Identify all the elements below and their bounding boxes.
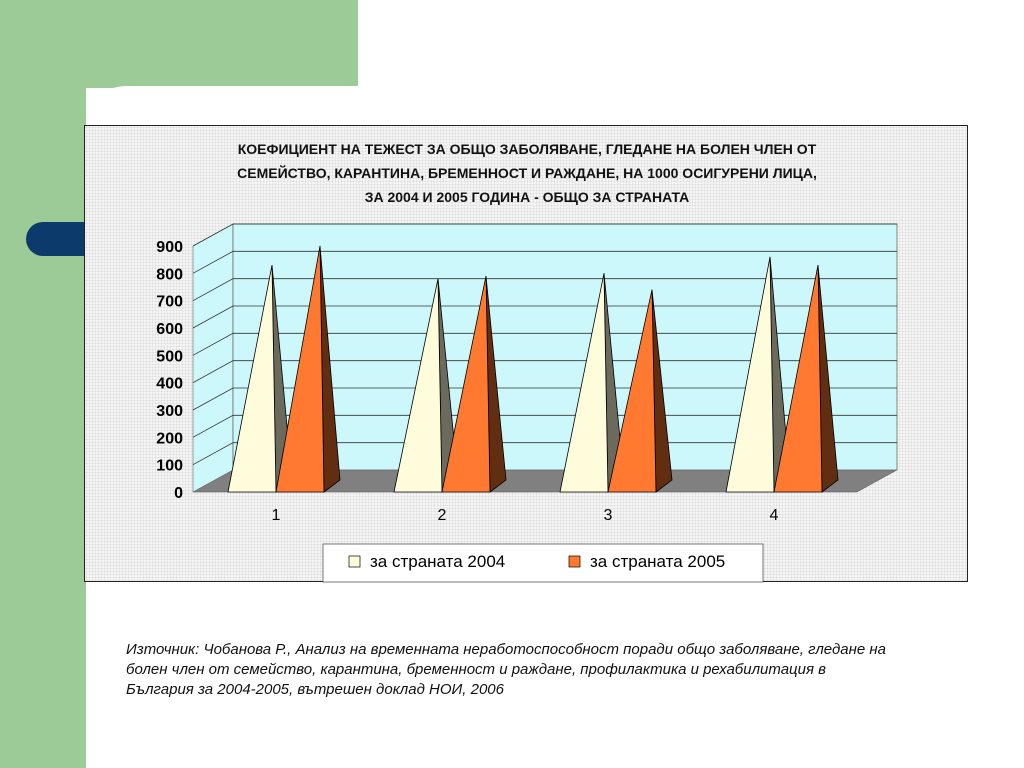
x-category-label: 1: [271, 507, 281, 524]
y-tick-label: 100: [156, 457, 183, 475]
legend-label: за страната 2005: [590, 552, 726, 571]
y-tick-label: 500: [156, 348, 183, 366]
y-tick-label: 300: [156, 403, 183, 420]
x-category-label: 3: [603, 507, 613, 524]
decorative-navy-tab: [26, 222, 86, 256]
chart-container: [84, 125, 968, 582]
chart-title-line-3: ЗА 2004 И 2005 ГОДИНА - ОБЩО ЗА СТРАНАТА: [364, 189, 690, 205]
chart-title-line-1: КОЕФИЦИЕНТ НА ТЕЖЕСТ ЗА ОБЩО ЗАБОЛЯВАНЕ, ГЛЕДАНЕ НА БОЛЕН ЧЛЕН ОТ: [237, 141, 817, 157]
source-note: Източник: Чобанова Р., Анализ на временната неработоспособност поради общо заболяване, гледане на болен член от семейство, карантина, бременност и раждане, профилактика и рехабилитация в България за 2004-2005, вътрешен доклад НОИ, 2006: [126, 641, 886, 698]
y-tick-label: 900: [156, 239, 183, 256]
y-tick-label: 800: [156, 266, 183, 284]
pyramid-chart: [85, 126, 969, 583]
legend-label: за страната 2004: [370, 552, 506, 571]
x-category-label: 4: [769, 507, 779, 524]
plot-area: [156, 224, 897, 582]
chart-side-wall: [193, 224, 233, 492]
legend-swatch: [569, 556, 580, 567]
y-tick-label: 600: [156, 321, 183, 338]
legend-swatch: [349, 556, 360, 567]
y-tick-label: 700: [156, 293, 183, 311]
y-tick-label: 0: [174, 485, 183, 502]
y-tick-label: 200: [156, 430, 183, 448]
y-tick-label: 400: [156, 375, 183, 393]
decorative-green-sidebar: [0, 0, 86, 768]
x-category-label: 2: [437, 507, 447, 524]
chart-title-line-2: СЕМЕЙСТВО, КАРАНТИНА, БРЕМЕННОСТ И РАЖДАНЕ, НА 1000 ОСИГУРЕНИ ЛИЦА,: [237, 165, 817, 181]
